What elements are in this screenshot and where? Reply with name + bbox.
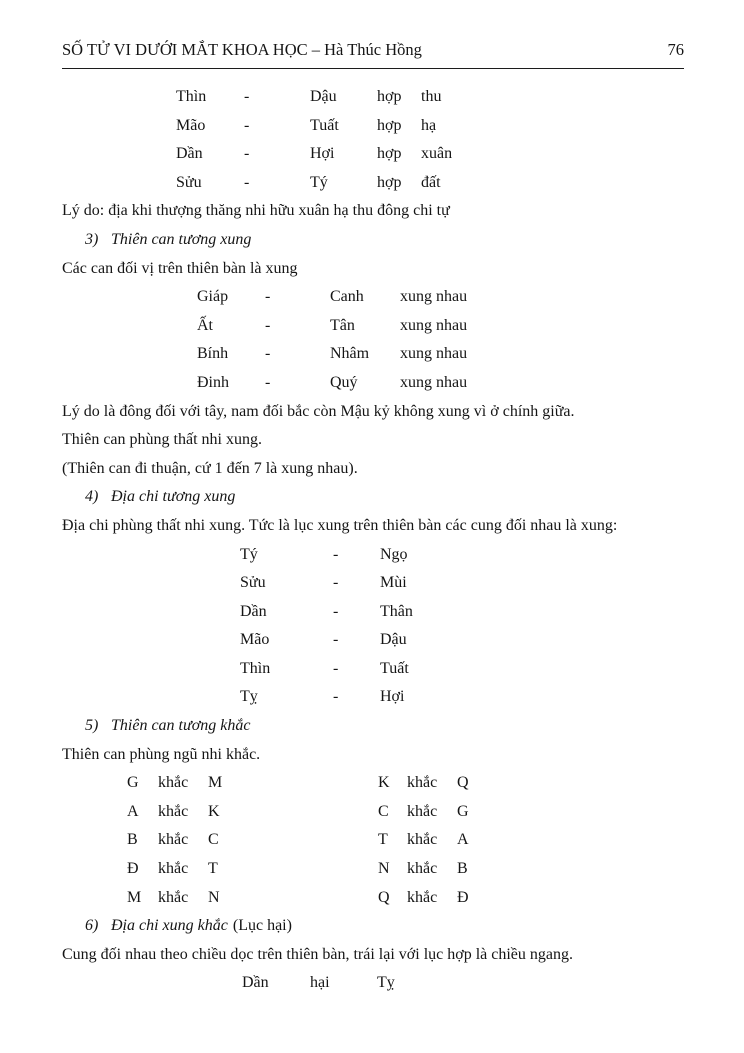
relation-cell: hợp [377,116,402,134]
dash-cell: - [333,574,339,592]
chi-right-cell: Thân [380,602,413,620]
khac-label: khắc [407,802,438,820]
section-title: Địa chi tương xung [111,488,236,506]
chi-left-cell: Sửu [240,574,266,592]
chi-right-cell: Tỵ [377,974,395,992]
dash-cell: - [244,116,250,134]
relation-cell: xung nhau [400,316,468,334]
khac-label: khắc [407,888,438,906]
dash-cell: - [244,88,250,105]
stem-cell: T [378,831,388,849]
chi-left-cell: Sửu [176,173,202,191]
can-left-cell: Ất [197,316,213,334]
stem-cell: B [457,860,468,878]
stem-cell: K [378,774,390,792]
stem-cell: A [457,831,469,849]
luc-xung-table-row [62,569,684,598]
xung-table-row [62,369,684,398]
khac-table-row [62,826,684,855]
can-right-cell: Tân [330,316,355,334]
chi-right-cell: Tuất [310,116,339,134]
relation-cell: hợp [377,145,402,163]
season-cell: thu [421,88,442,105]
luc-hai-row [62,969,684,998]
season-cell: đất [421,173,441,191]
xung-table-row [62,312,684,341]
section-number: 5) [85,717,99,735]
chi-left-cell: Thìn [176,88,207,105]
section-heading-4 [62,483,684,512]
relation-cell: xung nhau [400,288,468,306]
khac-table-row [62,884,684,913]
section-title: Thiên can tương khắc [111,717,251,735]
relation-cell: xung nhau [400,345,468,363]
luc-xung-table-row [62,541,684,570]
can-left-cell: Bính [197,345,229,363]
dash-cell: - [333,545,339,563]
dash-cell: - [333,602,339,620]
section-heading-6 [62,912,684,941]
dash-cell: - [333,631,339,649]
page-number: 76 [667,40,684,59]
stem-cell: Đ [457,888,469,906]
luc-xung-table-row [62,683,684,712]
section-number: 3) [85,230,99,248]
paragraph-phung-ngu: Thiên can phùng ngũ nhi khắc. [62,745,261,763]
chi-right-cell: Hợi [380,688,405,706]
stem-cell: N [208,888,220,906]
relation-cell: xung nhau [400,373,468,391]
chi-left-cell: Dần [176,145,203,163]
can-right-cell: Canh [330,288,364,306]
khac-table-row [62,798,684,827]
stem-cell: C [208,831,219,849]
xung-table-row [62,340,684,369]
chi-right-cell: Ngọ [380,545,408,563]
dash-cell: - [265,288,271,306]
relation-cell: hợp [377,88,402,105]
relation-cell: hợp [377,173,402,191]
stem-cell: B [127,831,138,849]
dash-cell: - [244,173,250,191]
chi-left-cell: Tý [240,545,258,563]
chi-right-cell: Dậu [310,88,337,105]
section-heading-3 [62,226,684,255]
can-right-cell: Nhâm [330,345,370,363]
khac-table-row [62,769,684,798]
khac-label: khắc [158,774,189,792]
khac-label: khắc [158,860,189,878]
paragraph-phung-that: Thiên can phùng thất nhi xung. [62,431,262,449]
chi-right-cell: Hợi [310,145,335,163]
stem-cell: G [127,774,139,792]
stem-cell: N [378,860,390,878]
dash-cell: - [333,688,339,706]
stem-cell: M [127,888,142,906]
hop-table-row [62,140,684,169]
luc-xung-table-row [62,655,684,684]
relation-cell: hại [310,974,330,992]
chi-left-cell: Dần [242,974,269,992]
dash-cell: - [265,373,271,391]
section-suffix: (Lục hại) [232,917,292,935]
section-title: Thiên can tương xung [111,230,252,248]
luc-xung-table-row [62,598,684,627]
paragraph-ly-do-hop: Lý do: địa khi thượng thăng nhi hữu xuân hạ thu đông chi tự [62,202,450,220]
paragraph-cung-doi: Cung đối nhau theo chiều dọc trên thiên bàn, trái lại với lục hợp là chiều ngang. [62,945,574,963]
stem-cell: K [208,802,220,820]
khac-label: khắc [407,860,438,878]
header-title: SỐ TỬ VI DƯỚI MẮT KHOA HỌC – Hà Thúc Hồng [62,40,422,59]
stem-cell: Q [378,888,390,906]
hop-table-row [62,169,684,198]
khac-label: khắc [158,802,189,820]
section-number: 4) [85,488,99,506]
chi-right-cell: Dậu [380,631,407,649]
can-right-cell: Quý [330,373,358,391]
khac-label: khắc [407,831,438,849]
stem-cell: T [208,860,218,878]
khac-label: khắc [158,888,189,906]
chi-left-cell: Mão [240,631,270,649]
season-cell: xuân [421,145,453,163]
luc-xung-table-row [62,626,684,655]
paragraph-dia-chi-phung-that: Địa chi phùng thất nhi xung. Tức là lục xung trên thiên bàn các cung đối nhau là xung: [62,516,618,534]
paragraph-cac-can: Các can đối vị trên thiên bàn là xung [62,259,298,277]
page-content [62,83,684,998]
paragraph-ly-do-xung: Lý do là đông đối với tây, nam đối bắc còn Mậu kỷ không xung vì ở chính giữa. [62,402,575,420]
dash-cell: - [265,316,271,334]
dash-cell: - [265,345,271,363]
stem-cell: Đ [127,860,139,878]
chi-left-cell: Mão [176,116,206,134]
stem-cell: A [127,802,139,820]
chi-left-cell: Tỵ [240,688,258,706]
khac-table-row [62,855,684,884]
paragraph-di-thuan: (Thiên can đi thuận, cứ 1 đến 7 là xung nhau). [62,459,358,477]
chi-left-cell: Dần [240,602,267,620]
dash-cell: - [244,145,250,163]
dash-cell: - [333,659,339,677]
hop-table-row [62,83,684,112]
hop-table-row [62,112,684,141]
section-title: Địa chi xung khắc [111,917,228,935]
section-heading-5 [62,712,684,741]
stem-cell: Q [457,774,469,792]
stem-cell: C [378,802,389,820]
chi-right-cell: Tý [310,173,328,191]
chi-right-cell: Tuất [380,659,409,677]
xung-table-row [62,283,684,312]
stem-cell: G [457,802,469,820]
chi-right-cell: Mùi [380,574,407,592]
stem-cell: M [208,774,223,792]
chi-left-cell: Thìn [240,659,271,677]
khac-label: khắc [158,831,189,849]
can-left-cell: Đinh [197,373,229,391]
section-number: 6) [85,917,99,935]
page-header [62,38,684,69]
can-left-cell: Giáp [197,288,229,306]
season-cell: hạ [421,116,437,134]
khac-label: khắc [407,774,438,792]
